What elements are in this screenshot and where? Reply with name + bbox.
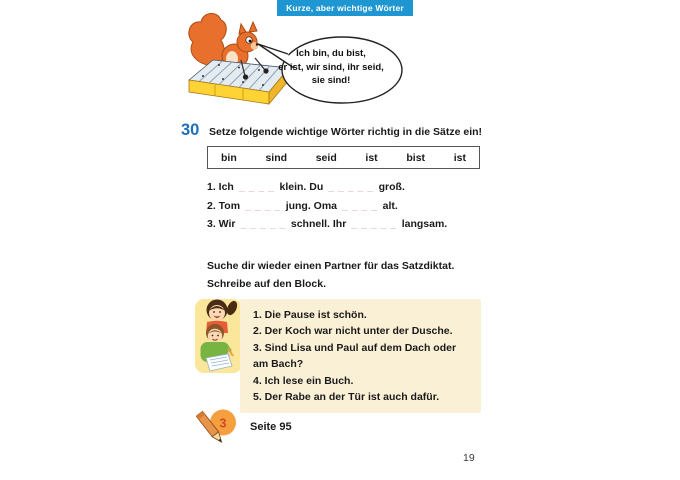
fill-in-sentences	[207, 181, 447, 237]
blank-line: _ _ _ _	[245, 199, 281, 212]
children-writing-illustration	[194, 296, 244, 376]
blank-line: _ _ _ _ _	[328, 181, 374, 193]
word-option: bin	[221, 151, 237, 164]
speech-line: sie sind!	[311, 75, 351, 86]
page-reference: Seite 95	[250, 421, 292, 433]
dictation-sentence: 2. Der Koch war nicht unter der Dusche.	[253, 325, 453, 338]
sentence-text: klein. Du	[279, 181, 324, 193]
word-option: bist	[406, 151, 426, 164]
pencil-badge-icon	[196, 406, 242, 452]
dictation-sentence: 3. Sind Lisa und Paul auf dem Dach oder am Bach?	[253, 341, 457, 371]
sentence-text: 3. Wir	[207, 218, 236, 230]
word-option: sind	[265, 151, 288, 164]
blank-line: _ _ _ _	[342, 199, 378, 212]
word-option: ist	[453, 151, 466, 164]
blank-line: _ _ _ _ _	[351, 218, 397, 230]
partner-task-line: Schreibe auf den Block.	[207, 277, 327, 290]
page-number: 19	[463, 452, 475, 464]
dictation-sentence: 5. Der Rabe an der Tür ist auch dafür.	[253, 391, 440, 404]
sentence-text: schnell. Ihr	[290, 218, 347, 230]
sentence-row	[207, 200, 447, 219]
word-option: ist	[365, 151, 378, 164]
sentence-text: langsam.	[401, 218, 448, 230]
sentence-text: 2. Tom	[207, 199, 241, 212]
exercise-instruction: Setze folgende wichtige Wörter richtig in die Sätze ein!	[209, 126, 483, 138]
dictation-sentence: 4. Ich lese ein Buch.	[253, 374, 354, 387]
sentence-text: jung. Oma	[285, 199, 338, 212]
exercise-number: 30	[181, 121, 200, 139]
sentence-row	[207, 181, 447, 200]
sentence-text: 1. Ich	[207, 181, 234, 193]
dictation-sentence: 1. Die Pause ist schön.	[253, 309, 367, 321]
speech-line: Ich bin, du bist,	[296, 48, 366, 59]
sentence-row	[207, 218, 447, 237]
speech-line: er ist, wir sind, ihr seid,	[278, 61, 384, 73]
dictation-box	[240, 299, 481, 413]
blank-line: _ _ _ _ _	[240, 218, 286, 230]
sentence-text: groß.	[378, 181, 405, 193]
squirrel	[189, 13, 258, 68]
sentence-text: alt.	[382, 199, 398, 212]
badge-number: 3	[219, 416, 227, 431]
word-choice-box	[207, 146, 480, 169]
blank-line: _ _ _ _	[238, 181, 275, 193]
word-option: seid	[315, 151, 337, 164]
chapter-banner: Kurze, aber wichtige Wörter	[277, 0, 413, 16]
speech-bubble-text	[266, 47, 396, 88]
partner-task	[207, 258, 454, 293]
partner-task-line: Suche dir wieder einen Partner für das Satzdiktat.	[207, 260, 455, 272]
